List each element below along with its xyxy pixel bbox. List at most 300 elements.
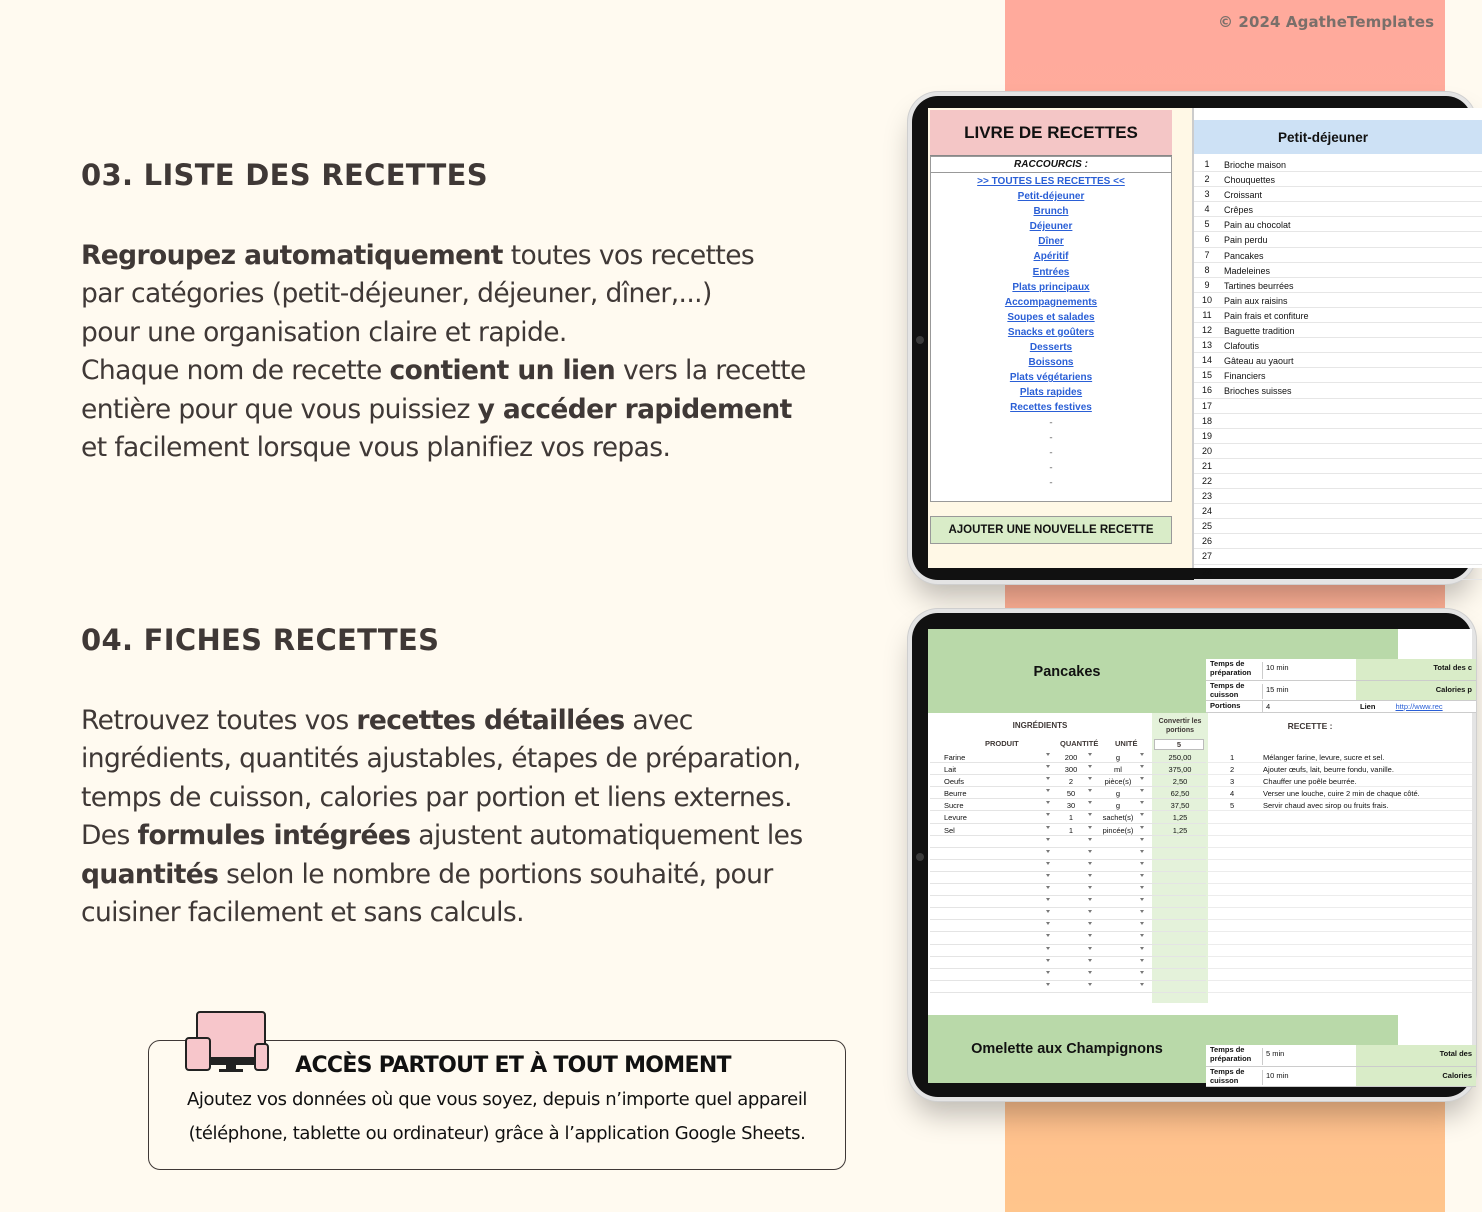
recipe-row xyxy=(1194,549,1482,564)
shortcuts-panel xyxy=(930,156,1172,502)
paragraph-line xyxy=(81,894,803,932)
ingredient-unit[interactable]: ml xyxy=(1114,765,1122,775)
chevron-down-icon[interactable] xyxy=(1046,801,1050,804)
ingredient-row xyxy=(930,824,1206,836)
recipe-number: 6 xyxy=(1204,234,1210,245)
step-row xyxy=(1208,920,1472,932)
ingredient-product[interactable]: Lait xyxy=(944,765,957,775)
chevron-down-icon[interactable] xyxy=(1140,862,1144,865)
chevron-down-icon[interactable] xyxy=(1140,850,1144,853)
recipe-link[interactable]: Baguette tradition xyxy=(1224,326,1295,337)
category-header: Petit-déjeuner xyxy=(1194,120,1482,154)
chevron-down-icon[interactable] xyxy=(1088,910,1092,913)
recipe-row xyxy=(1194,565,1482,580)
prep-time-label-2: Temps de préparation xyxy=(1210,1045,1252,1063)
recipe-steps-title: RECETTE : xyxy=(1287,721,1333,731)
shortcut-placeholder: - xyxy=(1049,477,1053,488)
chevron-down-icon[interactable] xyxy=(1140,826,1144,829)
recipe-number: 8 xyxy=(1204,264,1210,275)
bold-text: Regroupez automatiquement xyxy=(81,240,503,271)
recipe-row xyxy=(1194,474,1482,489)
step-row xyxy=(1208,969,1472,981)
recipe-link[interactable]: Pain aux raisins xyxy=(1224,295,1288,306)
recipe-row xyxy=(1194,338,1482,353)
chevron-down-icon[interactable] xyxy=(1088,947,1092,950)
converted-quantity: 1,25 xyxy=(1172,813,1188,823)
bold-text: recettes détaillées xyxy=(356,705,625,736)
recipe-info-grid-2 xyxy=(1206,1045,1476,1087)
chevron-down-icon[interactable] xyxy=(1140,874,1144,877)
recipe-row xyxy=(1194,248,1482,263)
shortcut-link[interactable]: Plats principaux xyxy=(1012,281,1090,293)
shortcut-placeholder: - xyxy=(1049,447,1053,458)
shortcut-link[interactable]: Soupes et salades xyxy=(1007,311,1095,323)
ingredients-table xyxy=(930,713,1206,1003)
recipe-row xyxy=(1194,504,1482,519)
ingredient-row xyxy=(930,981,1206,993)
chevron-down-icon[interactable] xyxy=(1088,826,1092,829)
bold-text: formules intégrées xyxy=(137,820,411,852)
chevron-down-icon[interactable] xyxy=(1088,862,1092,865)
recipe-row xyxy=(1194,383,1482,398)
recipe-link[interactable]: Brioches suisses xyxy=(1224,386,1292,397)
cook-time-row xyxy=(1206,681,1476,701)
cook-time-label: Temps de cuisson xyxy=(1210,681,1245,699)
cook-time-row-2 xyxy=(1206,1067,1476,1087)
recipe-row xyxy=(1194,534,1482,549)
ingredient-unit[interactable]: sachet(s) xyxy=(1102,813,1134,823)
step-row xyxy=(1208,981,1472,993)
step-row xyxy=(1208,824,1472,836)
recipe-link[interactable]: Croissant xyxy=(1224,190,1263,201)
recipe-row xyxy=(1194,263,1482,278)
step-row xyxy=(1208,884,1472,896)
col-unit: UNITÉ xyxy=(1115,739,1138,748)
ingredient-unit[interactable]: g xyxy=(1115,801,1121,811)
chevron-down-icon[interactable] xyxy=(1088,838,1092,841)
shortcut-link[interactable]: Brunch xyxy=(1033,206,1069,218)
shortcut-link[interactable]: >> TOUTES LES RECETTES << xyxy=(977,176,1125,187)
ingredient-row xyxy=(930,811,1206,823)
recipe-link[interactable]: Financiers xyxy=(1224,371,1266,382)
chevron-down-icon[interactable] xyxy=(1140,934,1144,937)
ingredient-unit[interactable]: pièce(s) xyxy=(1104,777,1132,787)
chevron-down-icon[interactable] xyxy=(1140,789,1144,792)
ingredient-row xyxy=(930,763,1206,775)
chevron-down-icon[interactable] xyxy=(1140,959,1144,962)
step-row xyxy=(1208,836,1472,848)
shortcut-placeholder: - xyxy=(1049,417,1053,428)
chevron-down-icon[interactable] xyxy=(1046,874,1050,877)
access-title: ACCÈS PARTOUT ET À TOUT MOMENT xyxy=(295,1053,731,1078)
ingredient-quantity[interactable]: 30 xyxy=(1066,801,1076,811)
step-number: 1 xyxy=(1230,753,1235,762)
portions-row xyxy=(1206,701,1476,713)
ingredient-product[interactable]: Levure xyxy=(944,813,967,823)
recipe-number: 15 xyxy=(1201,370,1212,381)
chevron-down-icon[interactable] xyxy=(1140,983,1144,986)
bold-text: contient un lien xyxy=(389,355,616,387)
step-text[interactable]: Servir chaud avec sirop ou fruits frais. xyxy=(1263,801,1389,811)
ingredient-quantity[interactable]: 1 xyxy=(1068,825,1074,835)
shortcut-link[interactable]: Déjeuner xyxy=(1029,221,1073,233)
recipe-link[interactable]: Tartines beurrées xyxy=(1224,280,1294,291)
shortcut-link[interactable]: Snacks et goûters xyxy=(1007,326,1095,338)
ingredient-row xyxy=(930,920,1206,932)
category-recipe-list xyxy=(1192,108,1482,577)
ingredient-row xyxy=(930,932,1206,944)
recipe-link[interactable]: Pain au chocolat xyxy=(1224,220,1291,231)
col-quantity: QUANTITÉ xyxy=(1060,739,1099,748)
col-product: PRODUIT xyxy=(985,739,1019,748)
chevron-down-icon[interactable] xyxy=(1088,959,1092,962)
recipe-row xyxy=(1194,459,1482,474)
chevron-down-icon[interactable] xyxy=(1046,838,1050,841)
shortcut-link[interactable]: Plats végétariens xyxy=(1009,372,1093,384)
recipe-number: 16 xyxy=(1201,385,1212,396)
recipe-number: 28 xyxy=(1201,566,1212,577)
converted-quantity: 1,25 xyxy=(1172,825,1188,835)
chevron-down-icon[interactable] xyxy=(1046,934,1050,937)
recipe-book-title: LIVRE DE RECETTES xyxy=(930,110,1172,156)
chevron-down-icon[interactable] xyxy=(1046,886,1050,889)
ingredient-row xyxy=(930,836,1206,848)
step-row xyxy=(1208,775,1472,787)
ingredient-row xyxy=(930,896,1206,908)
chevron-down-icon[interactable] xyxy=(1088,971,1092,974)
ingredient-product[interactable]: Sucre xyxy=(944,801,964,811)
recipe-link[interactable]: http://www.rec xyxy=(1395,702,1443,711)
recipe-link[interactable]: Pain frais et confiture xyxy=(1224,310,1309,321)
chevron-down-icon[interactable] xyxy=(1140,838,1144,841)
paragraph-line xyxy=(81,237,806,275)
camera-dot xyxy=(916,336,924,344)
step-row xyxy=(1208,799,1472,811)
chevron-down-icon[interactable] xyxy=(1046,850,1050,853)
chevron-down-icon[interactable] xyxy=(1046,959,1050,962)
ingredient-quantity[interactable]: 50 xyxy=(1066,789,1076,799)
recipe-number: 3 xyxy=(1204,189,1210,200)
step-row xyxy=(1208,763,1472,775)
ingredient-product[interactable]: Beurre xyxy=(944,789,967,799)
text: ajustent automatiquement les xyxy=(410,820,803,852)
chevron-down-icon[interactable] xyxy=(1088,886,1092,889)
chevron-down-icon[interactable] xyxy=(1046,971,1050,974)
portions-select[interactable]: 4 xyxy=(1262,701,1354,712)
recipe-number: 13 xyxy=(1201,340,1212,351)
shortcuts-list xyxy=(931,174,1171,491)
ingredient-quantity[interactable]: 2 xyxy=(1068,777,1074,787)
recipe-row xyxy=(1194,519,1482,534)
chevron-down-icon[interactable] xyxy=(1046,947,1050,950)
shortcut-link[interactable]: Apéritif xyxy=(1033,251,1069,263)
chevron-down-icon[interactable] xyxy=(1088,874,1092,877)
step-number: 5 xyxy=(1230,801,1235,811)
text: Des xyxy=(81,820,138,852)
converted-quantity: 250,00 xyxy=(1168,753,1192,762)
shortcut-placeholder: - xyxy=(1049,462,1053,473)
shortcut-link[interactable]: Petit-déjeuner xyxy=(1017,191,1085,203)
recipe-link[interactable]: Crêpes xyxy=(1224,205,1254,216)
step-number: 4 xyxy=(1230,789,1235,799)
recipe-info-grid xyxy=(1206,659,1476,713)
text: ingrédients, quantités ajustables, étapes de préparation, xyxy=(81,743,801,775)
text: vers la recette xyxy=(615,355,806,387)
recipe-link[interactable]: Gâteau au yaourt xyxy=(1224,356,1294,367)
ingredient-unit[interactable]: g xyxy=(1115,753,1121,762)
section-description-recipe-list xyxy=(81,237,806,467)
recipe-link[interactable]: Pancakes xyxy=(1224,250,1264,261)
step-number: 2 xyxy=(1230,765,1235,775)
chevron-down-icon[interactable] xyxy=(1046,898,1050,901)
prep-time-value[interactable]: 10 min xyxy=(1262,662,1354,679)
recipe-row xyxy=(1194,399,1482,414)
recipe-number: 11 xyxy=(1202,309,1212,320)
chevron-down-icon[interactable] xyxy=(1140,947,1144,950)
step-row xyxy=(1208,896,1472,908)
chevron-down-icon[interactable] xyxy=(1088,753,1092,756)
recipe-row xyxy=(1194,293,1482,308)
shortcut-link[interactable]: Desserts xyxy=(1029,342,1073,354)
recipe-row xyxy=(1194,323,1482,338)
recipe-row xyxy=(1194,157,1482,172)
recipe-link[interactable]: Clafoutis xyxy=(1224,341,1260,352)
recipe-title-2: Omelette aux Champignons xyxy=(971,1041,1163,1057)
step-row xyxy=(1208,811,1472,823)
recipe-row xyxy=(1194,368,1482,383)
shortcuts-label: RACCOURCIS : xyxy=(931,158,1171,173)
step-row xyxy=(1208,957,1472,969)
recipe-link[interactable]: Chouquettes xyxy=(1224,175,1276,186)
chevron-down-icon[interactable] xyxy=(1046,777,1050,780)
recipe-row xyxy=(1194,414,1482,429)
converted-quantity: 62,50 xyxy=(1170,789,1190,799)
ingredient-unit[interactable]: pincée(s) xyxy=(1102,825,1134,835)
ingredient-quantity[interactable]: 1 xyxy=(1068,813,1074,823)
shortcut-link[interactable]: Entrées xyxy=(1032,266,1070,278)
recipe-row xyxy=(1194,278,1482,293)
recipe-rows xyxy=(1194,157,1482,580)
chevron-down-icon[interactable] xyxy=(1088,934,1092,937)
shortcut-link[interactable]: Plats rapides xyxy=(1019,387,1083,399)
chevron-down-icon[interactable] xyxy=(1088,983,1092,986)
chevron-down-icon[interactable] xyxy=(1140,898,1144,901)
shortcut-link[interactable]: Boissons xyxy=(1028,357,1074,369)
access-line-1: Ajoutez vos données où que vous soyez, depuis n’importe quel appareil xyxy=(186,1089,808,1110)
recipe-row xyxy=(1194,187,1482,202)
portions-label: Portions xyxy=(1210,701,1241,710)
shortcut-link[interactable]: Dîner xyxy=(1038,236,1064,248)
recipe-row xyxy=(1194,172,1482,187)
recipe-row xyxy=(1194,444,1482,459)
recipe-link[interactable]: Brioche maison xyxy=(1224,160,1287,170)
prep-time-label: Temps de préparation xyxy=(1210,659,1252,677)
prep-time-value-2[interactable]: 5 min xyxy=(1262,1048,1354,1065)
recipe-steps xyxy=(1208,713,1472,1003)
recipe-number: 5 xyxy=(1204,219,1210,230)
chevron-down-icon[interactable] xyxy=(1046,922,1050,925)
converted-quantity: 2,50 xyxy=(1172,777,1188,787)
chevron-down-icon[interactable] xyxy=(1046,789,1050,792)
section-title-recipe-list: 03. LISTE DES RECETTES xyxy=(81,158,488,192)
cook-time-value[interactable]: 15 min xyxy=(1262,684,1354,699)
cook-time-label-2: Temps de cuisson xyxy=(1210,1067,1245,1085)
ingredient-row xyxy=(930,751,1206,763)
recipe-number: 14 xyxy=(1201,355,1212,366)
ingredient-row xyxy=(930,908,1206,920)
recipe-row xyxy=(1194,429,1482,444)
chevron-down-icon[interactable] xyxy=(1140,777,1144,780)
add-recipe-button[interactable]: AJOUTER UNE NOUVELLE RECETTE xyxy=(930,516,1172,544)
text: Chaque nom de recette xyxy=(81,355,390,387)
step-row xyxy=(1208,787,1472,799)
text: temps de cuisson, calories par portion et liens externes. xyxy=(81,781,792,813)
ingredient-row xyxy=(930,872,1206,884)
paragraph-line xyxy=(81,275,806,313)
copyright: © 2024 AgatheTemplates xyxy=(1218,13,1435,31)
total-label: Total des c xyxy=(1356,659,1476,680)
ingredient-row xyxy=(930,884,1206,896)
ingredient-row xyxy=(930,969,1206,981)
step-row xyxy=(1208,860,1472,872)
step-text[interactable]: Chauffer une poêle beurrée. xyxy=(1263,777,1357,787)
text: entière pour que vous puissiez xyxy=(81,393,478,425)
chevron-down-icon[interactable] xyxy=(1088,801,1092,804)
chevron-down-icon[interactable] xyxy=(1140,813,1144,816)
text: et facilement lorsque vous planifiez vos repas. xyxy=(81,432,671,464)
chevron-down-icon[interactable] xyxy=(1046,910,1050,913)
chevron-down-icon[interactable] xyxy=(1046,765,1050,768)
converted-quantity: 375,00 xyxy=(1168,765,1192,775)
chevron-down-icon[interactable] xyxy=(1140,886,1144,889)
recipe-number: 24 xyxy=(1201,506,1212,517)
chevron-down-icon[interactable] xyxy=(1140,910,1144,913)
ingredient-quantity[interactable]: 200 xyxy=(1064,753,1078,762)
recipe-number: 4 xyxy=(1204,204,1210,215)
convert-portions-select[interactable]: 5 xyxy=(1154,739,1204,750)
chevron-down-icon[interactable] xyxy=(1140,753,1144,756)
shortcut-link[interactable]: Recettes festives xyxy=(1010,402,1092,414)
recipe-row xyxy=(1194,489,1482,504)
chevron-down-icon[interactable] xyxy=(1088,850,1092,853)
text: Retrouvez toutes vos xyxy=(81,705,357,736)
recipe-number: 1 xyxy=(1204,159,1210,169)
recipe-number: 12 xyxy=(1201,325,1212,336)
chevron-down-icon[interactable] xyxy=(1088,922,1092,925)
text: pour une organisation claire et rapide. xyxy=(81,316,567,348)
paragraph-line xyxy=(81,314,806,352)
recipe-title: Pancakes xyxy=(1033,664,1101,680)
chevron-down-icon[interactable] xyxy=(1088,777,1092,780)
link-cell xyxy=(1356,701,1476,712)
recipe-number: 22 xyxy=(1201,475,1212,486)
chevron-down-icon[interactable] xyxy=(1046,753,1050,756)
ingredient-quantity[interactable]: 300 xyxy=(1064,765,1078,775)
paragraph-line xyxy=(81,817,803,855)
recipe-number: 20 xyxy=(1201,445,1212,456)
chevron-down-icon[interactable] xyxy=(1140,765,1144,768)
recipe-number: 27 xyxy=(1201,551,1212,562)
section-description-recipe-cards xyxy=(81,702,803,932)
recipe-number: 9 xyxy=(1204,279,1210,290)
ingredient-row xyxy=(930,860,1206,872)
calories-label-2: Calories xyxy=(1356,1067,1476,1086)
ingredient-product[interactable]: Oeufs xyxy=(944,777,965,787)
step-text[interactable]: Ajouter œufs, lait, beurre fondu, vanille. xyxy=(1263,765,1394,775)
chevron-down-icon[interactable] xyxy=(1046,826,1050,829)
paragraph-line xyxy=(81,740,803,778)
bold-text: quantités xyxy=(81,858,219,890)
recipe-link[interactable]: Madeleines xyxy=(1224,265,1271,276)
recipe-number: 18 xyxy=(1201,415,1212,426)
chevron-down-icon[interactable] xyxy=(1046,983,1050,986)
devices-icon xyxy=(184,1010,270,1074)
chevron-down-icon[interactable] xyxy=(1140,971,1144,974)
chevron-down-icon[interactable] xyxy=(1140,801,1144,804)
step-text[interactable]: Mélanger farine, levure, sucre et sel. xyxy=(1263,753,1385,762)
chevron-down-icon[interactable] xyxy=(1046,862,1050,865)
step-row xyxy=(1208,908,1472,920)
recipe-number: 19 xyxy=(1201,430,1212,441)
recipe-number: 21 xyxy=(1201,460,1212,471)
recipe-row xyxy=(1194,353,1482,368)
recipe-number: 23 xyxy=(1201,491,1212,502)
cook-time-value-2[interactable]: 10 min xyxy=(1262,1070,1354,1085)
recipe-row xyxy=(1194,232,1482,247)
step-number: 3 xyxy=(1230,777,1235,787)
ingredient-unit[interactable]: g xyxy=(1115,789,1121,799)
chevron-down-icon[interactable] xyxy=(1046,813,1050,816)
recipe-number: 7 xyxy=(1204,249,1210,260)
chevron-down-icon[interactable] xyxy=(1088,765,1092,768)
recipe-number: 17 xyxy=(1201,400,1212,411)
text: toutes vos recettes xyxy=(502,240,755,271)
ingredient-row xyxy=(930,848,1206,860)
chevron-down-icon[interactable] xyxy=(1140,922,1144,925)
recipe-number: 10 xyxy=(1201,294,1212,305)
paragraph-line xyxy=(81,352,806,390)
step-text[interactable]: Verser une louche, cuire 2 min de chaque côté. xyxy=(1263,789,1420,799)
recipe-number: 25 xyxy=(1201,521,1212,532)
ingredient-product[interactable]: Farine xyxy=(944,753,966,762)
text: par catégories (petit-déjeuner, déjeuner, dîner,...) xyxy=(81,278,712,310)
chevron-down-icon[interactable] xyxy=(1088,813,1092,816)
access-line-2: (téléphone, tablette ou ordinateur) grâce à l’application Google Sheets. xyxy=(188,1123,806,1144)
ingredient-row xyxy=(930,957,1206,969)
ingredient-rows xyxy=(930,751,1206,993)
step-row xyxy=(1208,751,1472,763)
recipe-link[interactable]: Pain perdu xyxy=(1224,235,1268,246)
chevron-down-icon[interactable] xyxy=(1088,898,1092,901)
recipe-book-sheet xyxy=(928,108,1472,577)
paragraph-line xyxy=(81,779,803,817)
link-label: Lien xyxy=(1360,702,1376,711)
chevron-down-icon[interactable] xyxy=(1088,789,1092,792)
recipe-row xyxy=(1194,308,1482,323)
recipe-card-sheet xyxy=(928,629,1472,1083)
ingredient-product[interactable]: Sel xyxy=(944,825,955,835)
shortcut-link[interactable]: Accompagnements xyxy=(1004,296,1098,308)
ingredient-row xyxy=(930,787,1206,799)
converted-quantity: 37,50 xyxy=(1170,801,1190,811)
step-row xyxy=(1208,932,1472,944)
recipe-row xyxy=(1194,202,1482,217)
section-title-recipe-cards: 04. FICHES RECETTES xyxy=(81,623,440,657)
step-row xyxy=(1208,848,1472,860)
step-row xyxy=(1208,872,1472,884)
ingredients-title: INGRÉDIENTS xyxy=(1012,721,1068,730)
step-rows xyxy=(1208,751,1472,993)
